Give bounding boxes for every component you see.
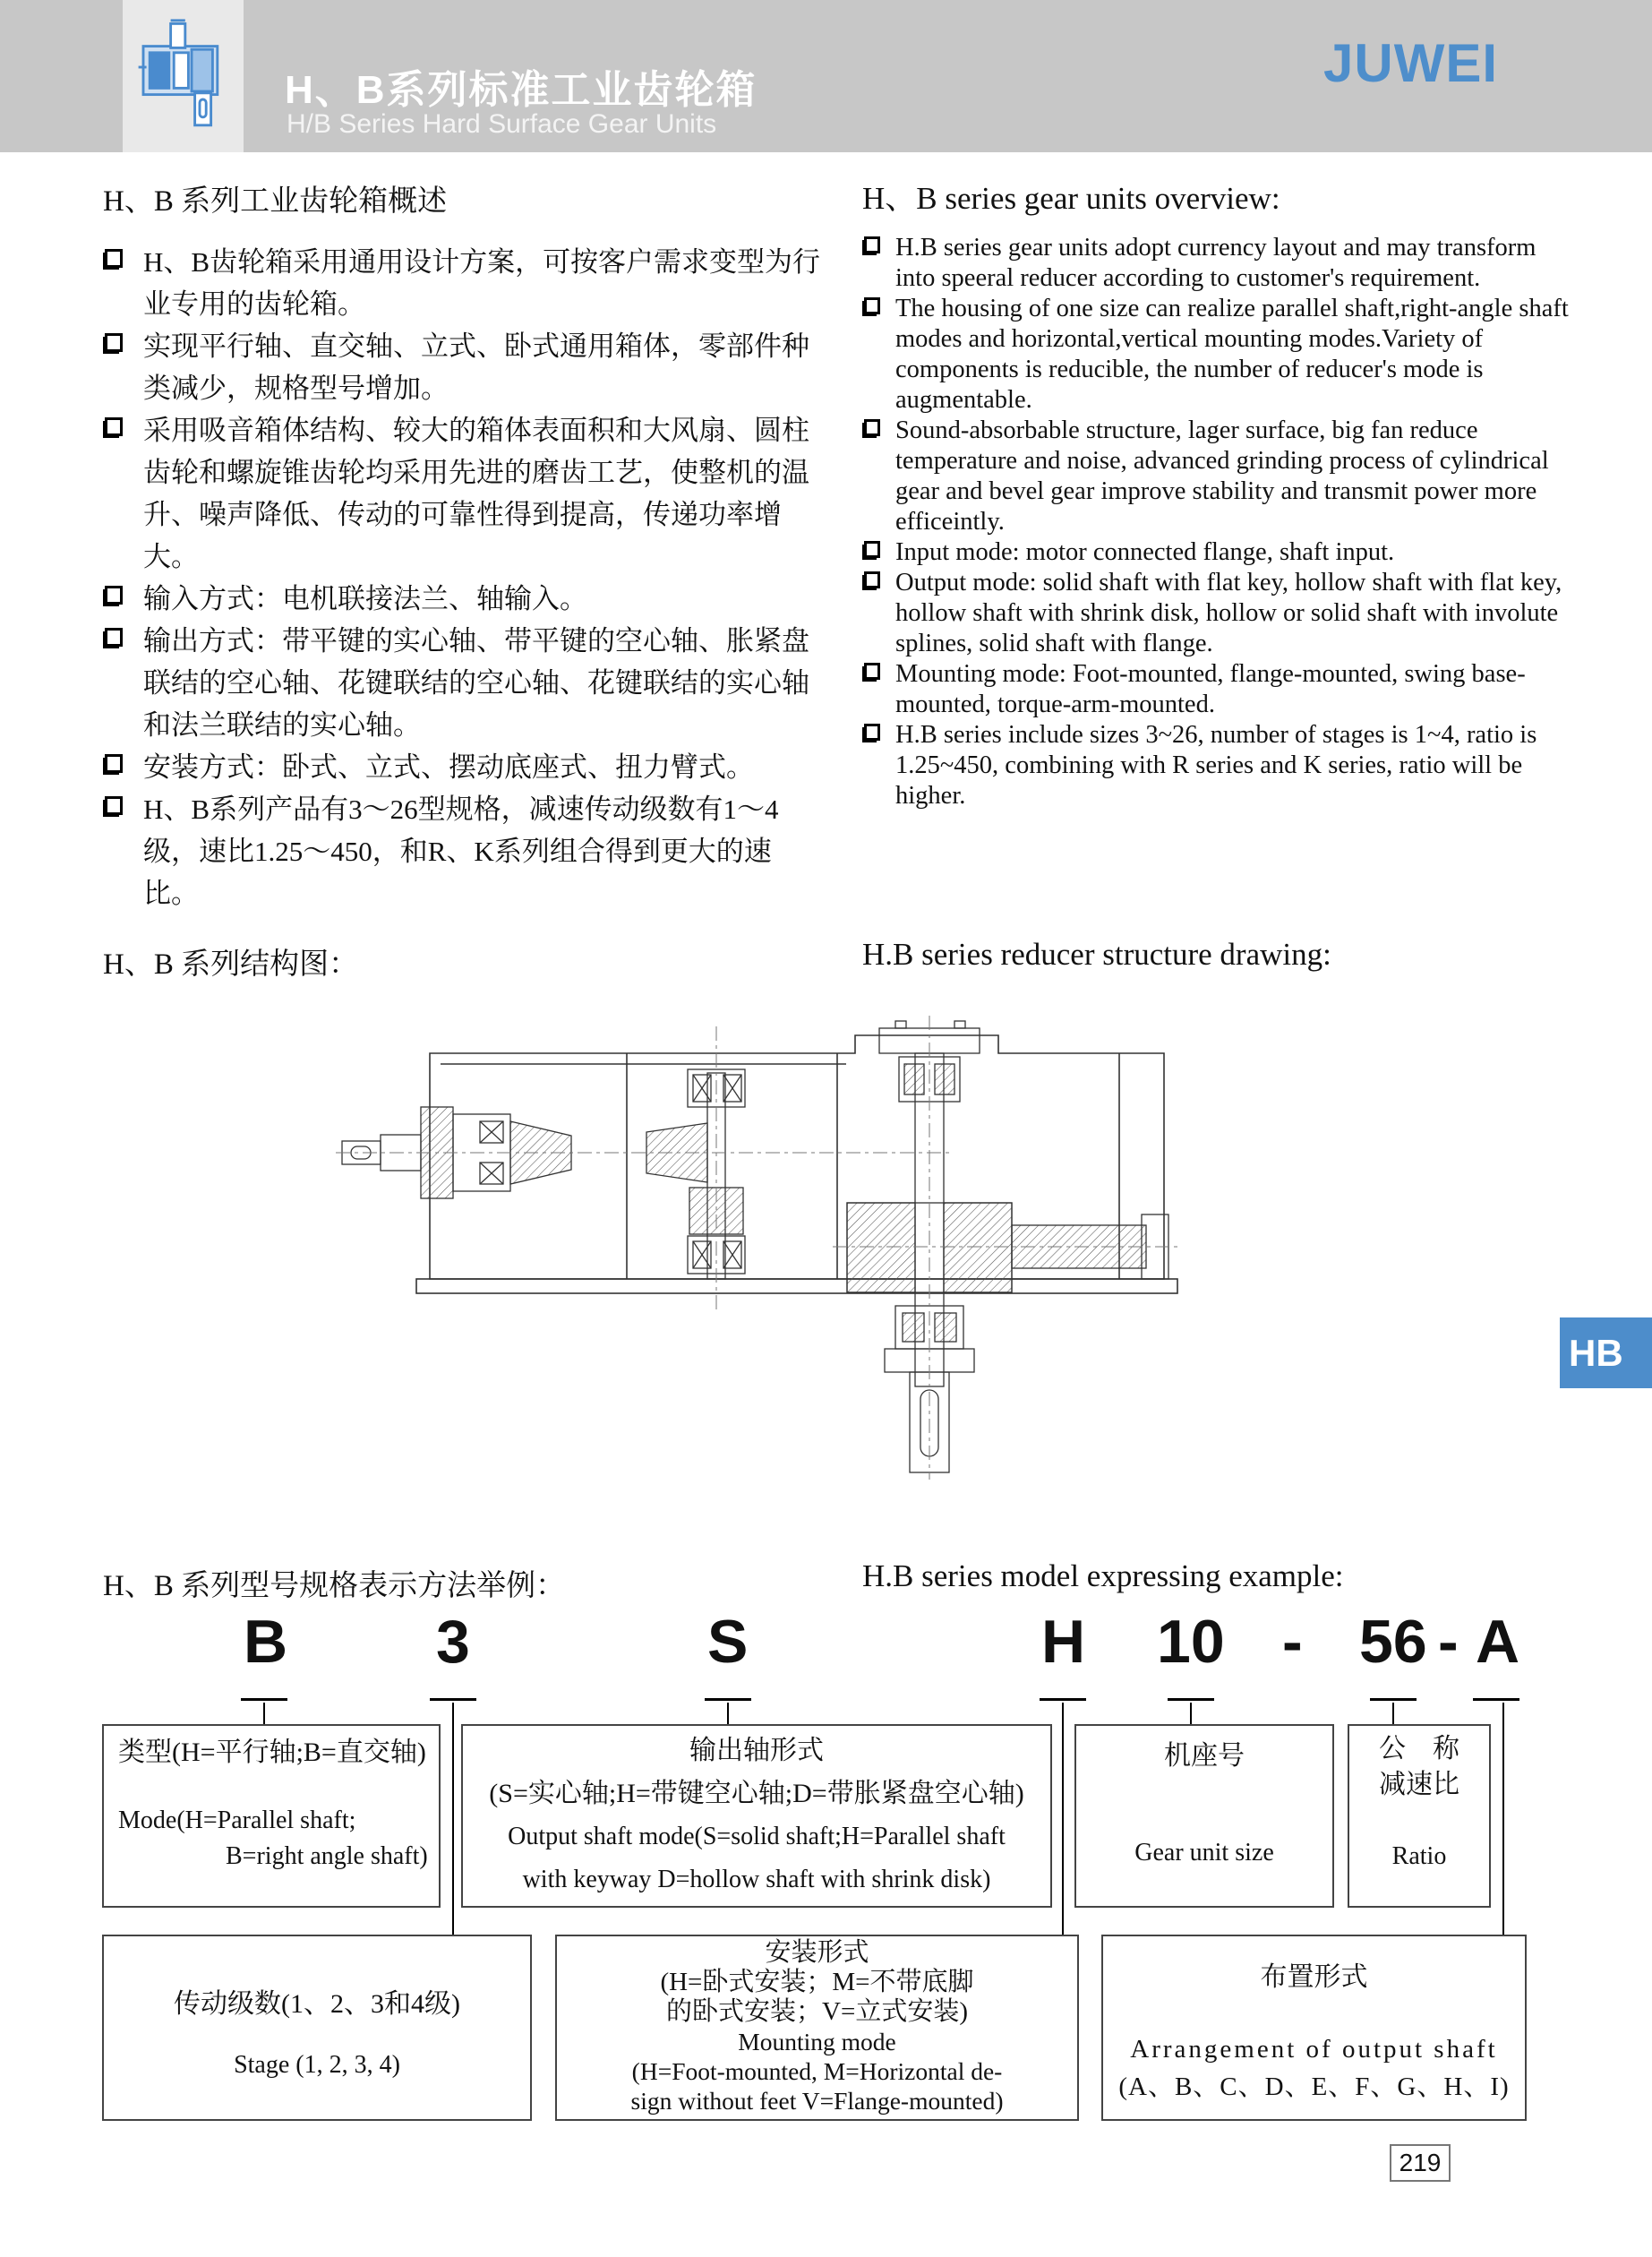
bullet-text: H.B series gear units adopt currency layout and may transform into speeral reducer according to customer's requirement. [895, 234, 1536, 292]
logo-panel [123, 0, 244, 152]
model-box-ratio [1348, 1724, 1491, 1908]
bullet-square-icon [105, 249, 123, 268]
model-code-type: B [244, 1608, 288, 1676]
bullet-square-icon [864, 663, 880, 680]
overview-bullets-en [862, 233, 1579, 811]
box-line: B=right angle shaft) [226, 1842, 428, 1870]
model-box-arrangement [1101, 1935, 1527, 2121]
box-line: 减速比 [1379, 1770, 1459, 1799]
box-line: 布置形式 [1260, 1962, 1368, 1992]
model-code-size: 10 [1157, 1608, 1225, 1676]
bullet-text: H、B系列产品有3～26型规格，减速传动级数有1～4级，速比1.25～450，和R、K系列组合得到更大的速比。 [143, 794, 779, 909]
list-item [862, 720, 1579, 811]
bullet-text: 输入方式：电机联接法兰、轴输入。 [143, 583, 587, 614]
list-item [103, 620, 824, 746]
bullet-text: 输出方式：带平键的实心轴、带平键的空心轴、胀紧盘联结的空心轴、花键联结的空心轴、花键联结的实心轴和法兰联结的实心轴。 [143, 625, 809, 741]
connector-line [263, 1703, 265, 1724]
box-line: (S=实心轴;H=带键空心轴;D=带胀紧盘空心轴) [489, 1779, 1024, 1808]
connector-tick [1168, 1698, 1214, 1701]
bullet-text: Mounting mode: Foot-mounted, flange-mounted, swing base-mounted, torque-arm-mounted. [895, 660, 1526, 718]
box-line: Output shaft mode(S=solid shaft;H=Parallel shaft [508, 1823, 1006, 1850]
overview-bullets-cn [103, 241, 824, 914]
box-line: with keyway D=hollow shaft with shrink disk) [522, 1866, 991, 1893]
bullet-text: H、B齿轮箱采用通用设计方案，可按客户需求变型为行业专用的齿轮箱。 [143, 246, 821, 320]
list-item [103, 578, 824, 620]
connector-line [1062, 1703, 1064, 1935]
model-code-arrangement: A [1476, 1608, 1520, 1676]
connector-line [727, 1703, 729, 1724]
bullet-square-icon [864, 236, 880, 253]
list-item [862, 659, 1579, 720]
structure-heading-en: H.B series reducer structure drawing: [862, 937, 1331, 972]
bullet-square-icon [864, 297, 880, 314]
model-box-type [102, 1724, 441, 1908]
box-line: 输出轴形式 [689, 1736, 824, 1765]
model-heading-cn: H、B 系列型号规格表示方法举例： [103, 1570, 566, 1602]
list-item [103, 409, 824, 578]
page-subtitle: H/B Series Hard Surface Gear Units [287, 109, 717, 139]
connector-tick [1370, 1698, 1417, 1701]
model-box-stage [102, 1935, 532, 2121]
overview-column-en [862, 174, 1579, 811]
bullet-square-icon [105, 333, 123, 352]
connector-tick [430, 1698, 476, 1701]
model-code-output: S [707, 1608, 749, 1676]
list-item [103, 325, 824, 409]
structure-heading-cn: H、B 系列结构图： [103, 948, 359, 981]
bullet-square-icon [105, 628, 123, 647]
page-header [0, 0, 1652, 152]
list-item [862, 537, 1579, 568]
list-item [103, 788, 824, 914]
list-item [862, 568, 1579, 659]
model-box-mounting [555, 1935, 1079, 2121]
box-line: (H=Foot-mounted, M=Horizontal de- [631, 2057, 1003, 2085]
brand-logo-text: JUWEI [1323, 33, 1499, 93]
bevel-wheel-shaft [646, 1069, 745, 1279]
bullet-text: Sound-absorbable structure, lager surface, big fan reduce temperature and noise, advanced grinding process of cylindrical gear and bevel gear improve stability and transmit power more efficeintly. [895, 416, 1549, 536]
output-shaft-horizontal [1012, 1214, 1168, 1279]
bullet-text: H.B series include sizes 3~26, number of stages is 1~4, ratio is 1.25~450, combining with R series and K series, ratio will be higher. [895, 721, 1537, 810]
bullet-text: 采用吸音箱体结构、较大的箱体表面积和大风扇、圆柱齿轮和螺旋锥齿轮均采用先进的磨齿工艺，使整机的温升、噪声降低、传动的可靠性得到提高，传递功率增大。 [143, 415, 809, 572]
box-line: Mode(H=Parallel shaft; [118, 1806, 356, 1834]
bullet-square-icon [105, 586, 123, 605]
gearbox-structure-drawing [331, 1010, 1182, 1485]
bullet-text: Input mode: motor connected flange, shaft input. [895, 538, 1395, 566]
connector-tick [705, 1698, 751, 1701]
bullet-square-icon [864, 541, 880, 558]
connector-line [452, 1703, 454, 1935]
bullet-text: The housing of one size can realize parallel shaft,right-angle shaft modes and horizontal,vertical mounting modes.Variety of components is reducible, the number of reducer's mode is augmentable. [895, 295, 1569, 414]
list-item [103, 241, 824, 325]
box-line: 机座号 [1164, 1741, 1245, 1771]
overview-column-cn [103, 177, 824, 914]
box-line: 传动级数(1、2、3和4级) [174, 1989, 460, 2019]
list-item [862, 416, 1579, 537]
box-line: 的卧式安装；V=立式安装) [666, 1997, 968, 2026]
overview-heading-cn: H、B 系列工业齿轮箱概述 [103, 185, 448, 218]
overview-heading-en: H、B series gear units overview: [862, 181, 1280, 216]
bullet-square-icon [105, 754, 123, 773]
model-code-ratio: 56 [1359, 1608, 1427, 1676]
model-heading-en: H.B series model expressing example: [862, 1558, 1344, 1593]
box-line: Gear unit size [1134, 1839, 1274, 1867]
model-code-dash: - [1282, 1608, 1303, 1676]
box-line: Mounting mode [738, 2028, 896, 2055]
bullet-square-icon [864, 419, 880, 436]
model-box-size [1074, 1724, 1334, 1908]
box-line: 类型(H=平行轴;B=直交轴) [118, 1738, 426, 1767]
model-box-output-shaft [461, 1724, 1052, 1908]
bullet-text: 实现平行轴、直交轴、立式、卧式通用箱体，零部件种类减少，规格型号增加。 [143, 330, 809, 404]
box-line: Ratio [1391, 1842, 1447, 1870]
list-item [862, 294, 1579, 416]
connector-line [1392, 1703, 1394, 1724]
bullet-square-icon [864, 724, 880, 741]
box-line: sign without feet V=Flange-mounted) [630, 2087, 1004, 2115]
model-code-dash2: - [1438, 1608, 1459, 1676]
connector-tick [1040, 1698, 1086, 1701]
connector-line [1190, 1703, 1192, 1724]
bullet-square-icon [105, 417, 123, 436]
connector-tick [241, 1698, 287, 1701]
model-code-mounting: H [1041, 1608, 1086, 1676]
page-number: 219 [1390, 2144, 1451, 2182]
box-line: Arrangement of output shaft [1130, 2035, 1498, 2064]
box-line: 安装形式 [765, 1938, 869, 1967]
gearbox-logo-icon [135, 18, 232, 133]
list-item [862, 233, 1579, 294]
connector-line [1502, 1703, 1504, 1935]
box-line: (A、B、C、D、E、F、G、H、I) [1118, 2072, 1510, 2101]
page-title: H、B系列标准工业齿轮箱 [285, 68, 758, 112]
box-line: (H=卧式安装；M=不带底脚 [660, 1968, 974, 1996]
model-code-stage: 3 [436, 1608, 470, 1676]
bullet-text: Output mode: solid shaft with flat key, hollow shaft with flat key, hollow shaft with shrink disk, hollow or solid shaft with involute splines, solid shaft with flange. [895, 569, 1562, 657]
bullet-square-icon [105, 796, 123, 815]
bullet-text: 安装方式：卧式、立式、摆动底座式、扭力臂式。 [143, 751, 754, 783]
bullet-square-icon [864, 571, 880, 588]
list-item [103, 746, 824, 788]
section-tab-hb: HB [1560, 1317, 1652, 1388]
box-line: 公 称 [1379, 1734, 1459, 1764]
box-line: Stage (1, 2, 3, 4) [234, 2051, 400, 2079]
connector-tick [1473, 1698, 1519, 1701]
